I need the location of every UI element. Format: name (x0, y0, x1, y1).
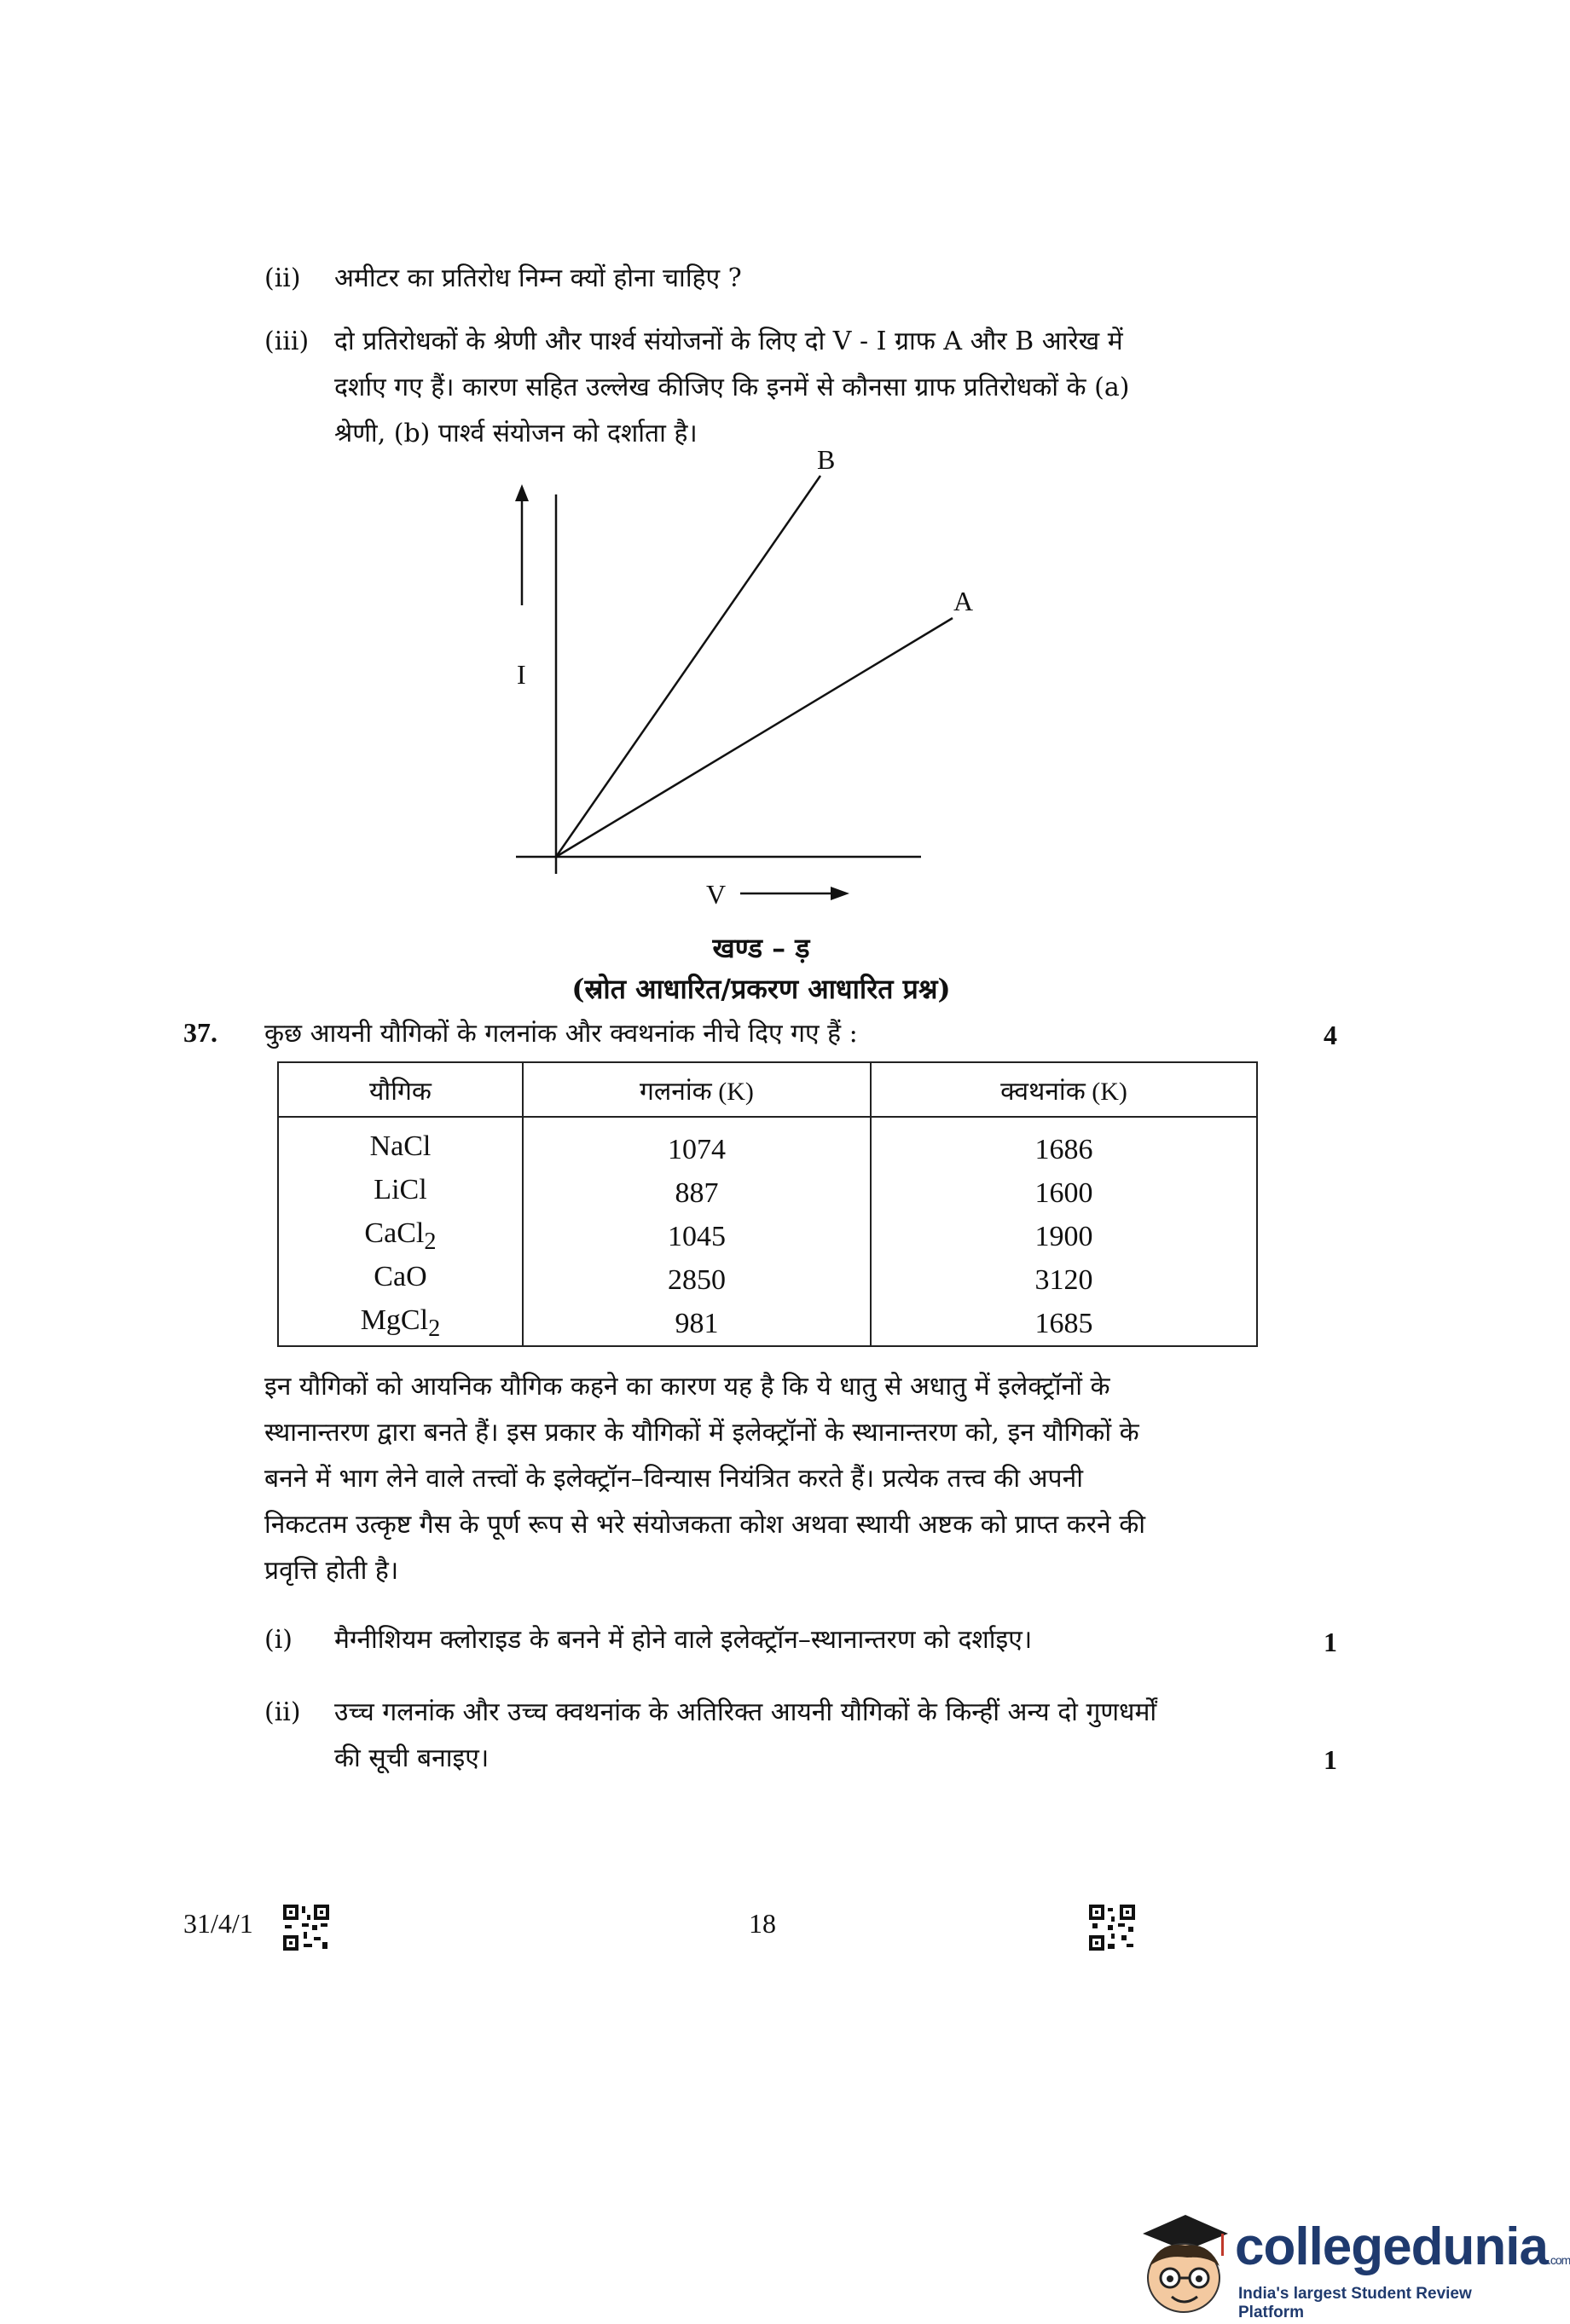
table-header: यौगिक (278, 1062, 523, 1117)
melting-point-cell: 887 (523, 1171, 871, 1215)
q37-number: 37. (183, 1017, 217, 1048)
boiling-point-cell: 1685 (871, 1302, 1257, 1346)
ionic-compounds-table (277, 1061, 1258, 1347)
boiling-point-cell: 1900 (871, 1215, 1257, 1258)
page-number: 18 (749, 1908, 776, 1939)
q37-ii-line: की सूची बनाइए। (334, 1743, 490, 1773)
q37-ii-marks: 1 (1324, 1744, 1337, 1775)
q37-intro: कुछ आयनी यौगिकों के गलनांक और क्वथनांक नीचे दिए गए हैं : (264, 1019, 858, 1049)
boiling-point-cell: 3120 (871, 1258, 1257, 1302)
table-header-row (278, 1062, 1257, 1117)
label-v: V (706, 879, 727, 910)
melting-point-cell: 1045 (523, 1215, 871, 1258)
q37-i-text: मैग्नीशियम क्लोराइड के बनने में होने वाले इलेक्ट्रॉन–स्थानान्तरण को दर्शाइए। (334, 1625, 1033, 1655)
q37-marks: 4 (1324, 1020, 1337, 1050)
vi-graph (478, 443, 974, 921)
paragraph-line: निकटतम उत्कृष्ट गैस के पूर्ण रूप से भरे संयोजकता कोश अथवा स्थायी अष्टक को प्राप्त करने की (264, 1510, 1146, 1540)
collegedunia-logo (1126, 2200, 1570, 2321)
logo-tld: .com (1547, 2253, 1570, 2267)
logo-brand-name: collegedunia (1235, 2217, 1548, 2276)
boiling-point-cell: 1686 (871, 1117, 1257, 1171)
table-row (278, 1302, 1257, 1346)
paragraph-line: प्रवृत्ति होती है। (264, 1556, 399, 1586)
q36-iii-line: दर्शाए गए हैं। कारण सहित उल्लेख कीजिए कि इनमें से कौनसा ग्राफ प्रतिरोधकों के (a) (334, 373, 1130, 402)
paragraph-line: स्थानान्तरण द्वारा बनते हैं। इस प्रकार के यौगिकों में इलेक्ट्रॉनों के स्थानान्तरण को, इन यौगिकों के (264, 1418, 1139, 1448)
q37-i-label: (i) (264, 1625, 293, 1655)
table-header: गलनांक (K) (523, 1062, 871, 1117)
q36-ii-label: (ii) (264, 263, 301, 293)
melting-point-cell: 981 (523, 1302, 871, 1346)
line-b (556, 476, 820, 857)
compound-cell: CaO (278, 1258, 523, 1302)
q36-iii-text (334, 319, 1272, 457)
melting-point-cell: 2850 (523, 1258, 871, 1302)
q37-ii-text (334, 1690, 1272, 1782)
logo-tagline: India's largest Student Review Platform (1238, 2285, 1472, 2321)
paragraph-line: बनने में भाग लेने वाले तत्त्वों के इलेक्ट्रॉन–विन्यास नियंत्रित करते हैं। प्रत्येक तत्त्व की अपनी (264, 1464, 1084, 1494)
q37-ii-line: उच्च गलनांक और उच्च क्वथनांक के अतिरिक्त आयनी यौगिकों के किन्हीं अन्य दो गुणधर्मों (334, 1697, 1157, 1727)
label-a: A (953, 586, 974, 616)
q36-iii-line: दो प्रतिरोधकों के श्रेणी और पार्श्व संयोजनों के लिए दो V - I ग्राफ A और B आरेख में (334, 327, 1123, 356)
x-arrow-head (831, 887, 849, 900)
line-a (556, 618, 953, 857)
label-i: I (517, 659, 526, 690)
q37-paragraph (264, 1364, 1271, 1594)
q37-ii-label: (ii) (264, 1697, 301, 1727)
compound-cell: LiCl (278, 1171, 523, 1215)
section-title: खण्ड – ड़ (712, 932, 810, 964)
table-header: क्वथनांक (K) (871, 1062, 1257, 1117)
q37-i-marks: 1 (1324, 1627, 1337, 1657)
table-row (278, 1117, 1257, 1171)
qr-code-icon (281, 1903, 331, 1952)
q36-ii-text: अमीटर का प्रतिरोध निम्न क्यों होना चाहिए ? (334, 263, 742, 293)
compound-cell: CaCl$_2$ (278, 1215, 523, 1258)
table-row (278, 1171, 1257, 1215)
compound-cell: MgCl$_2$ (278, 1302, 523, 1346)
student-mascot-icon (1126, 2200, 1237, 2319)
compound-cell: NaCl (278, 1117, 523, 1171)
qr-code-icon (1087, 1903, 1137, 1952)
table-row (278, 1215, 1257, 1258)
paragraph-line: इन यौगिकों को आयनिक यौगिक कहने का कारण यह है कि ये धातु से अधातु में इलेक्ट्रॉनों के (264, 1372, 1110, 1402)
q36-iii-label: (iii) (264, 327, 310, 356)
label-b: B (817, 444, 836, 475)
melting-point-cell: 1074 (523, 1117, 871, 1171)
table-row (278, 1258, 1257, 1302)
boiling-point-cell: 1600 (871, 1171, 1257, 1215)
logo-brand (1235, 2217, 1570, 2277)
section-subtitle: (स्रोत आधारित/प्रकरण आधारित प्रश्न) (571, 973, 951, 1005)
y-arrow-head (515, 484, 529, 501)
q36-iii-line: श्रेणी, (b) पार्श्व संयोजन को दर्शाता है। (334, 419, 698, 448)
paper-code: 31/4/1 (183, 1908, 253, 1939)
